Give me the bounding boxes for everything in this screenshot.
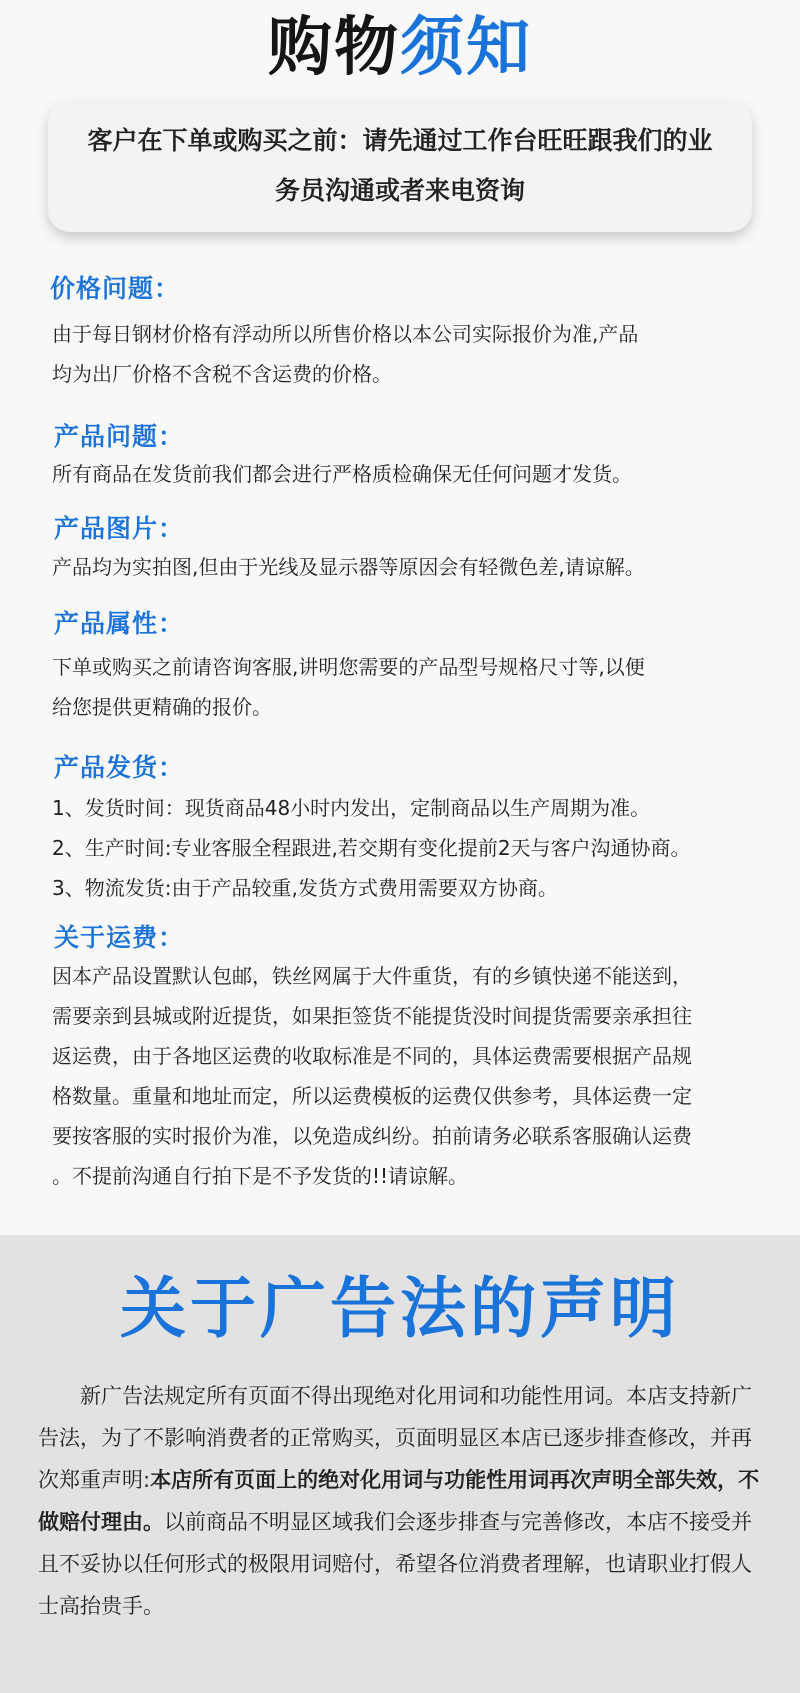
price-heading: 价格问题： [50, 274, 181, 303]
price-body [52, 314, 638, 394]
ad-law-text-outro: 以前商品不明显区域我们会逐步排查与完善修改，本店不接受并且不妥协以任何形式的极限用词赔付，希望各位消费者理解，也请职业打假人士高抬贵手。 [38, 1510, 752, 1618]
ad-law-title: 关于广告法的声明 [120, 1270, 680, 1347]
freight-line: 因本产品设置默认包邮，铁丝网属于大件重货，有的乡镇快递不能送到， [52, 964, 692, 988]
freight-line: 格数量。重量和地址而定，所以运费模板的运费仅供参考，具体运费一定 [52, 1084, 692, 1108]
image-heading: 产品图片： [54, 514, 185, 543]
page-title [0, 8, 800, 88]
freight-line: 返运费，由于各地区运费的收取标准是不同的，具体运费需要根据产品规 [52, 1044, 692, 1068]
ad-law-statement-section [0, 1235, 800, 1693]
attribute-line: 下单或购买之前请咨询客服,讲明您需要的产品型号规格尺寸等,以便 [52, 655, 645, 679]
ad-law-text-intro: 新广告法规定所有页面不得出现绝对化用词和功能性用词。本店支持新广告法，为了不影响消费者的正常购买，页面明显区本店已逐步排查修改，并再次郑重声明: [38, 1384, 752, 1492]
page-title-part-2: 须知 [400, 11, 532, 85]
page-title-part-1: 购物 [268, 11, 400, 85]
shipping-line: 3、物流发货:由于产品较重,发货方式费用需要双方协商。 [52, 876, 558, 900]
notice-box [48, 100, 752, 232]
image-line: 产品均为实拍图,但由于光线及显示器等原因会有轻微色差,请谅解。 [52, 555, 645, 579]
ad-law-text-emphasis: 本店所有页面上的绝对化用词与功能性用词再次声明全部失效，不做赔付理由。 [38, 1468, 760, 1534]
freight-line: 。不提前沟通自行拍下是不予发货的!!请谅解。 [52, 1164, 469, 1188]
freight-line: 需要亲到县城或附近提货，如果拒签货不能提货没时间提货需要亲承担往 [52, 1004, 692, 1028]
ad-law-text [38, 1375, 764, 1627]
product-body [52, 454, 632, 494]
attribute-line: 给您提供更精确的报价。 [52, 695, 272, 719]
shipping-body [52, 788, 691, 908]
shipping-heading: 产品发货： [54, 753, 185, 782]
freight-heading: 关于运费： [54, 923, 185, 952]
shipping-line: 2、生产时间:专业客服全程跟进,若交期有变化提前2天与客户沟通协商。 [52, 836, 691, 860]
attribute-heading: 产品属性： [54, 609, 185, 638]
price-line: 由于每日钢材价格有浮动所以所售价格以本公司实际报价为准,产品 [52, 322, 639, 346]
price-line: 均为出厂价格不含税不含运费的价格。 [52, 362, 392, 386]
product-heading: 产品问题： [54, 422, 185, 451]
freight-body [52, 956, 692, 1196]
freight-line: 要按客服的实时报价为准，以免造成纠纷。拍前请务必联系客服确认运费 [52, 1124, 692, 1148]
attribute-body [52, 647, 645, 727]
notice-text: 客户在下单或购买之前：请先通过工作台旺旺跟我们的业务员沟通或者来电资询 [87, 126, 713, 205]
product-line: 所有商品在发货前我们都会进行严格质检确保无任何问题才发货。 [52, 462, 632, 486]
shipping-line: 1、发货时间：现货商品48小时内发出，定制商品以生产周期为准。 [52, 796, 651, 820]
image-body [52, 547, 645, 587]
